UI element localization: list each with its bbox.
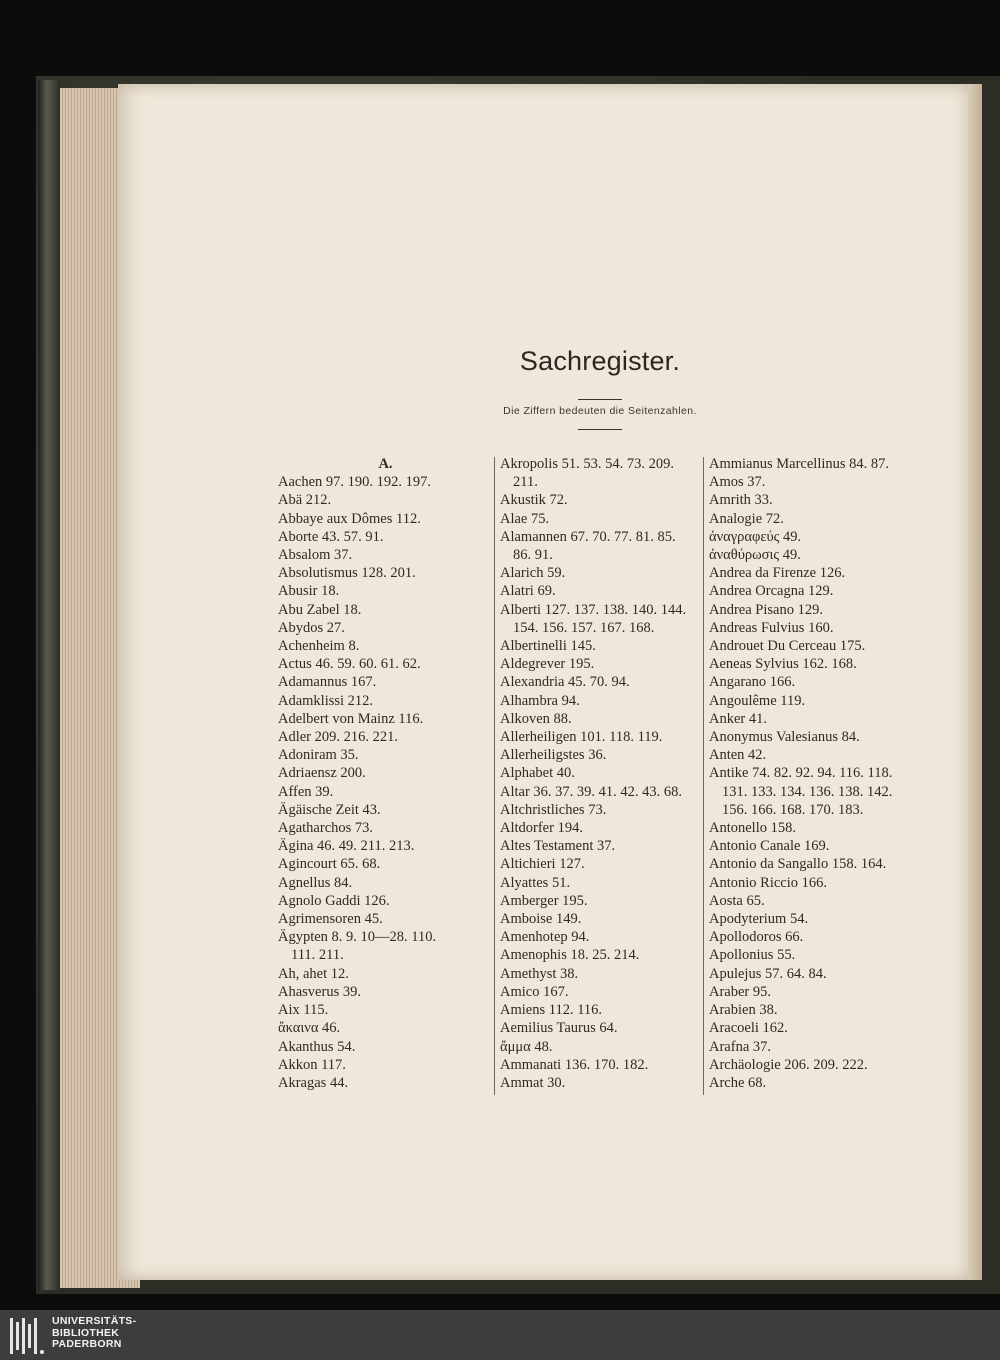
index-entry: Altes Testament 37. bbox=[500, 838, 616, 855]
index-entry: Agrimensoren 45. bbox=[278, 911, 383, 928]
index-entry: Akanthus 54. bbox=[278, 1038, 356, 1055]
index-entry: Amboise 149. bbox=[500, 911, 582, 928]
index-entry: Affen 39. bbox=[278, 783, 334, 800]
index-entry: Antonio Riccio 166. bbox=[709, 874, 828, 891]
library-name-line-2: BIBLIOTHEK bbox=[52, 1326, 120, 1339]
index-entry: Alhambra 94. bbox=[500, 692, 580, 709]
library-logo-icon bbox=[10, 1318, 50, 1356]
index-entry: Antonio Canale 169. bbox=[709, 838, 830, 855]
index-entry: 156. 166. 168. 170. 183. bbox=[722, 801, 864, 818]
index-entry: Adriaensz 200. bbox=[278, 765, 366, 782]
index-entry: Ägina 46. 49. 211. 213. bbox=[278, 838, 415, 855]
page-title: Sachregister. bbox=[519, 346, 681, 376]
index-entry: Altichieri 127. bbox=[500, 856, 585, 873]
index-entry: Allerheiligstes 36. bbox=[500, 747, 607, 764]
index-entry: Alarich 59. bbox=[500, 565, 566, 582]
index-entry: ἄμμα 48. bbox=[500, 1038, 553, 1055]
index-column-3 bbox=[709, 455, 914, 1092]
index-entry: Ammianus Marcellinus 84. 87. bbox=[709, 456, 890, 472]
index-entry: Adamklissi 212. bbox=[278, 692, 374, 709]
index-entry: Abydos 27. bbox=[278, 619, 345, 636]
index-entry: 86. 91. bbox=[513, 547, 553, 564]
index-entry: Arafna 37. bbox=[709, 1038, 772, 1055]
index-entry: Andreas Fulvius 160. bbox=[709, 619, 834, 636]
index-entry: Arche 68. bbox=[709, 1074, 767, 1091]
index-entry: Abä 212. bbox=[278, 492, 332, 509]
index-entry: Amrith 33. bbox=[709, 492, 773, 509]
index-entry: Aachen 97. 190. 192. 197. bbox=[278, 474, 432, 491]
index-entry: Amberger 195. bbox=[500, 892, 588, 909]
index-entry: 131. 133. 134. 136. 138. 142. bbox=[722, 783, 893, 800]
index-entry: Aborte 43. 57. 91. bbox=[278, 528, 384, 545]
index-entry: Anonymus Valesianus 84. bbox=[709, 729, 860, 746]
index-entry: Anker 41. bbox=[709, 710, 767, 727]
index-entry: Apulejus 57. 64. 84. bbox=[709, 965, 827, 982]
index-entry: Analogie 72. bbox=[709, 510, 784, 527]
index-entry: Andrea Pisano 129. bbox=[709, 601, 823, 618]
index-entry: Absolutismus 128. 201. bbox=[278, 565, 416, 582]
index-entry: Antonio da Sangallo 158. 164. bbox=[709, 856, 887, 873]
index-entry: Agincourt 65. 68. bbox=[278, 856, 381, 873]
index-entry: Agatharchos 73. bbox=[278, 820, 374, 837]
index-entry: Alyattes 51. bbox=[500, 874, 571, 891]
index-entry: Actus 46. 59. 60. 61. 62. bbox=[278, 656, 421, 673]
index-entry: Amiens 112. 116. bbox=[500, 1002, 603, 1019]
index-entry: Altdorfer 194. bbox=[500, 820, 583, 837]
index-entry: Adoniram 35. bbox=[278, 747, 359, 764]
index-entry: Alphabet 40. bbox=[500, 765, 575, 782]
index-entry: Andrea da Firenze 126. bbox=[709, 565, 846, 582]
index-entry: Ägäische Zeit 43. bbox=[278, 801, 381, 818]
index-entry: Agnellus 84. bbox=[278, 874, 353, 891]
page-fold bbox=[968, 84, 982, 1280]
index-entry: Amos 37. bbox=[709, 474, 766, 491]
index-entry: Ah, ahet 12. bbox=[278, 965, 349, 982]
index-entry: Amethyst 38. bbox=[500, 965, 579, 982]
index-entry: Absalom 37. bbox=[278, 547, 353, 564]
page-subtitle: Die Ziffern bedeuten die Seitenzahlen. bbox=[503, 405, 697, 417]
title-rule-bottom bbox=[578, 429, 622, 430]
index-entry: Araber 95. bbox=[709, 983, 772, 1000]
index-entry: Apollonius 55. bbox=[709, 947, 796, 964]
index-entry: Aemilius Taurus 64. bbox=[500, 1020, 618, 1037]
index-entry: Ahasverus 39. bbox=[278, 983, 361, 1000]
index-entry: Agnolo Gaddi 126. bbox=[278, 892, 390, 909]
index-entry: Adamannus 167. bbox=[278, 674, 377, 691]
index-entry: Aldegrever 195. bbox=[500, 656, 595, 673]
library-footer bbox=[0, 1310, 1000, 1360]
index-entry: Altchristliches 73. bbox=[500, 801, 607, 818]
book-spine bbox=[38, 80, 60, 1290]
index-entry: ἄκαινα 46. bbox=[278, 1020, 341, 1037]
index-column-2 bbox=[500, 455, 705, 1092]
index-entry: Amenhotep 94. bbox=[500, 929, 590, 946]
index-entry: Alexandria 45. 70. 94. bbox=[500, 674, 630, 691]
index-entry: Angoulême 119. bbox=[709, 692, 806, 709]
index-entry: Achenheim 8. bbox=[278, 638, 360, 655]
index-column-1 bbox=[278, 455, 493, 1092]
index-entry: Androuet Du Cerceau 175. bbox=[709, 638, 866, 655]
index-entry: ἀναγραφεύς 49. bbox=[709, 528, 802, 545]
index-entry: Antonello 158. bbox=[709, 820, 796, 837]
index-entry: Abbaye aux Dômes 112. bbox=[278, 510, 421, 527]
index-entry: Adler 209. 216. 221. bbox=[278, 729, 399, 746]
index-entry: Akkon 117. bbox=[278, 1056, 346, 1073]
index-entry: Albertinelli 145. bbox=[500, 638, 596, 655]
index-entry: 211. bbox=[513, 474, 538, 491]
index-entry: Alberti 127. 137. 138. 140. 144. bbox=[500, 601, 687, 618]
index-entry: Abu Zabel 18. bbox=[278, 601, 362, 618]
index-entry: Ammat 30. bbox=[500, 1074, 566, 1091]
index-entry: Alae 75. bbox=[500, 510, 550, 527]
index-entry: ἀναθύρωσις 49. bbox=[709, 547, 801, 564]
title-rule-top bbox=[578, 399, 622, 400]
index-entry: Aracoeli 162. bbox=[709, 1020, 788, 1037]
index-entry: Aix 115. bbox=[278, 1002, 329, 1019]
library-name-line-1: UNIVERSITÄTS- bbox=[52, 1315, 137, 1327]
index-entry: 154. 156. 157. 167. 168. bbox=[513, 619, 655, 636]
library-name-line-3: PADERBORN bbox=[52, 1338, 122, 1350]
index-entry: Anten 42. bbox=[709, 747, 767, 764]
index-entry: Angarano 166. bbox=[709, 674, 796, 691]
index-entry: Arabien 38. bbox=[709, 1002, 778, 1019]
index-entry: Altar 36. 37. 39. 41. 42. 43. 68. bbox=[500, 783, 683, 800]
index-entry: 111. 211. bbox=[291, 947, 344, 964]
index-entry: Abusir 18. bbox=[278, 583, 340, 600]
index-entry: Allerheiligen 101. 118. 119. bbox=[500, 729, 663, 746]
index-entry: Amenophis 18. 25. 214. bbox=[500, 947, 640, 964]
index-entry: Akustik 72. bbox=[500, 492, 568, 509]
index-entry: Alkoven 88. bbox=[500, 710, 572, 727]
column-divider-1 bbox=[494, 457, 495, 1095]
index-entry: Apollodoros 66. bbox=[709, 929, 804, 946]
column-divider-2 bbox=[703, 457, 704, 1095]
index-entry: Apodyterium 54. bbox=[709, 911, 809, 928]
index-entry: Ammanati 136. 170. 182. bbox=[500, 1056, 649, 1073]
index-entry: Adelbert von Mainz 116. bbox=[278, 710, 424, 727]
index-entry: Amico 167. bbox=[500, 983, 569, 1000]
index-entry: Antike 74. 82. 92. 94. 116. 118. bbox=[709, 765, 893, 782]
index-entry: Andrea Orcagna 129. bbox=[709, 583, 834, 600]
index-entry: Ägypten 8. 9. 10—28. 110. bbox=[278, 929, 437, 946]
index-entry: Akropolis 51. 53. 54. 73. 209. bbox=[500, 456, 674, 472]
index-entry: Aosta 65. bbox=[709, 892, 765, 909]
index-entry: Alamannen 67. 70. 77. 81. 85. bbox=[500, 528, 676, 545]
index-entry: Archäologie 206. 209. 222. bbox=[709, 1056, 868, 1073]
index-entry: Alatri 69. bbox=[500, 583, 556, 600]
index-entry: Akragas 44. bbox=[278, 1074, 349, 1091]
library-name bbox=[52, 1316, 136, 1351]
index-entry: Aeneas Sylvius 162. 168. bbox=[709, 656, 857, 673]
letter-heading: A. bbox=[378, 456, 393, 472]
